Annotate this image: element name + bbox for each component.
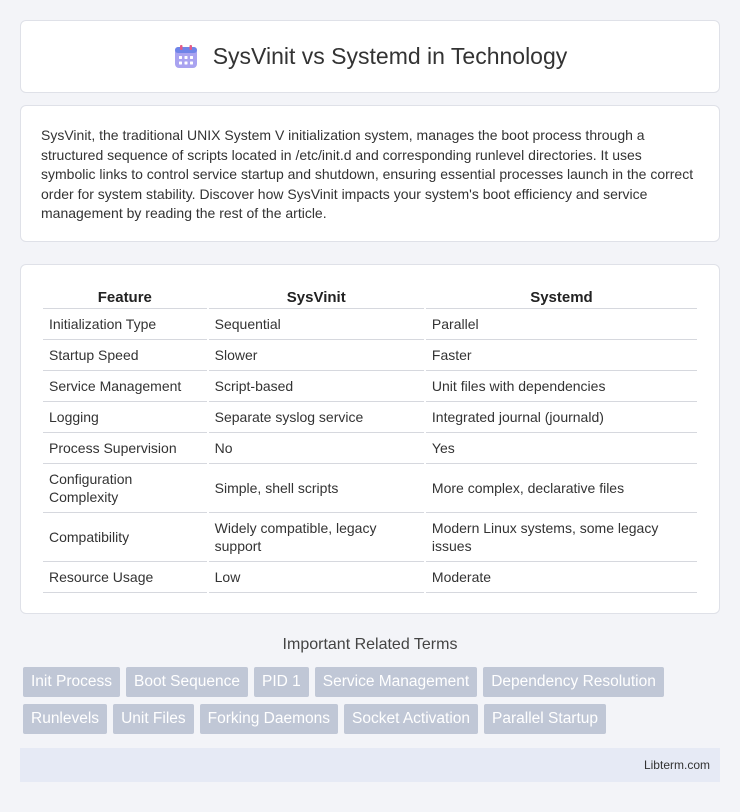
comparison-table-card [20,264,720,614]
sysvinit-cell: Widely compatible, legacy support [209,513,424,562]
tag-runlevels[interactable]: Runlevels [23,704,107,734]
page-title: SysVinit vs Systemd in Technology [212,43,568,69]
sysvinit-cell: Separate syslog service [209,402,424,433]
systemd-cell: More complex, declarative files [426,464,697,513]
title-card [20,20,720,93]
table-row [43,513,697,562]
systemd-cell: Unit files with dependencies [426,371,697,402]
header-feature: Feature [43,287,207,309]
sysvinit-cell: Low [209,562,424,593]
intro-paragraph: SysVinit, the traditional UNIX System V initialization system, manages the boot process through a structured sequence of scripts located in /etc/init.d and corresponding runlevel directories. It uses symbolic links to control service startup and shutdown, ensuring essential processes launch in the correct order for system stability. Discover how SysVinit impacts your system's boot efficiency and service management by reading the rest of the article. [41,127,694,222]
tag-dependency-resolution[interactable]: Dependency Resolution [483,667,664,697]
feature-cell: Resource Usage [43,562,207,593]
footer-site-link[interactable]: Libterm.com [643,758,710,772]
table-row [43,371,697,402]
feature-cell: Logging [43,402,207,433]
sysvinit-cell: Slower [209,340,424,371]
tag-unit-files[interactable]: Unit Files [113,704,194,734]
comparison-table [41,287,699,593]
tag-parallel-startup[interactable]: Parallel Startup [484,704,606,734]
tag-boot-sequence[interactable]: Boot Sequence [126,667,248,697]
table-header-row [43,287,697,309]
feature-cell: Startup Speed [43,340,207,371]
tag-service-management[interactable]: Service Management [315,667,477,697]
systemd-cell: Yes [426,433,697,464]
sysvinit-cell: Simple, shell scripts [209,464,424,513]
sysvinit-cell: Script-based [209,371,424,402]
sysvinit-cell: No [209,433,424,464]
sysvinit-cell: Sequential [209,309,424,340]
systemd-cell: Parallel [426,309,697,340]
calendar-grid-icon [173,44,199,70]
related-terms-title: Important Related Terms [282,636,458,653]
related-terms-list [23,667,717,734]
feature-cell: Service Management [43,371,207,402]
systemd-cell: Modern Linux systems, some legacy issues [426,513,697,562]
systemd-cell: Integrated journal (journald) [426,402,697,433]
feature-cell: Initialization Type [43,309,207,340]
feature-cell: Configuration Complexity [43,464,207,513]
table-row [43,309,697,340]
table-row [43,433,697,464]
tag-pid-1[interactable]: PID 1 [254,667,309,697]
tag-socket-activation[interactable]: Socket Activation [344,704,478,734]
tag-init-process[interactable]: Init Process [23,667,120,697]
table-row [43,340,697,371]
table-row [43,562,697,593]
intro-card [20,105,720,242]
header-systemd: Systemd [426,287,697,309]
table-row [43,464,697,513]
systemd-cell: Moderate [426,562,697,593]
table-row [43,402,697,433]
footer [20,748,720,782]
header-sysvinit: SysVinit [209,287,424,309]
systemd-cell: Faster [426,340,697,371]
feature-cell: Process Supervision [43,433,207,464]
feature-cell: Compatibility [43,513,207,562]
tag-forking-daemons[interactable]: Forking Daemons [200,704,338,734]
